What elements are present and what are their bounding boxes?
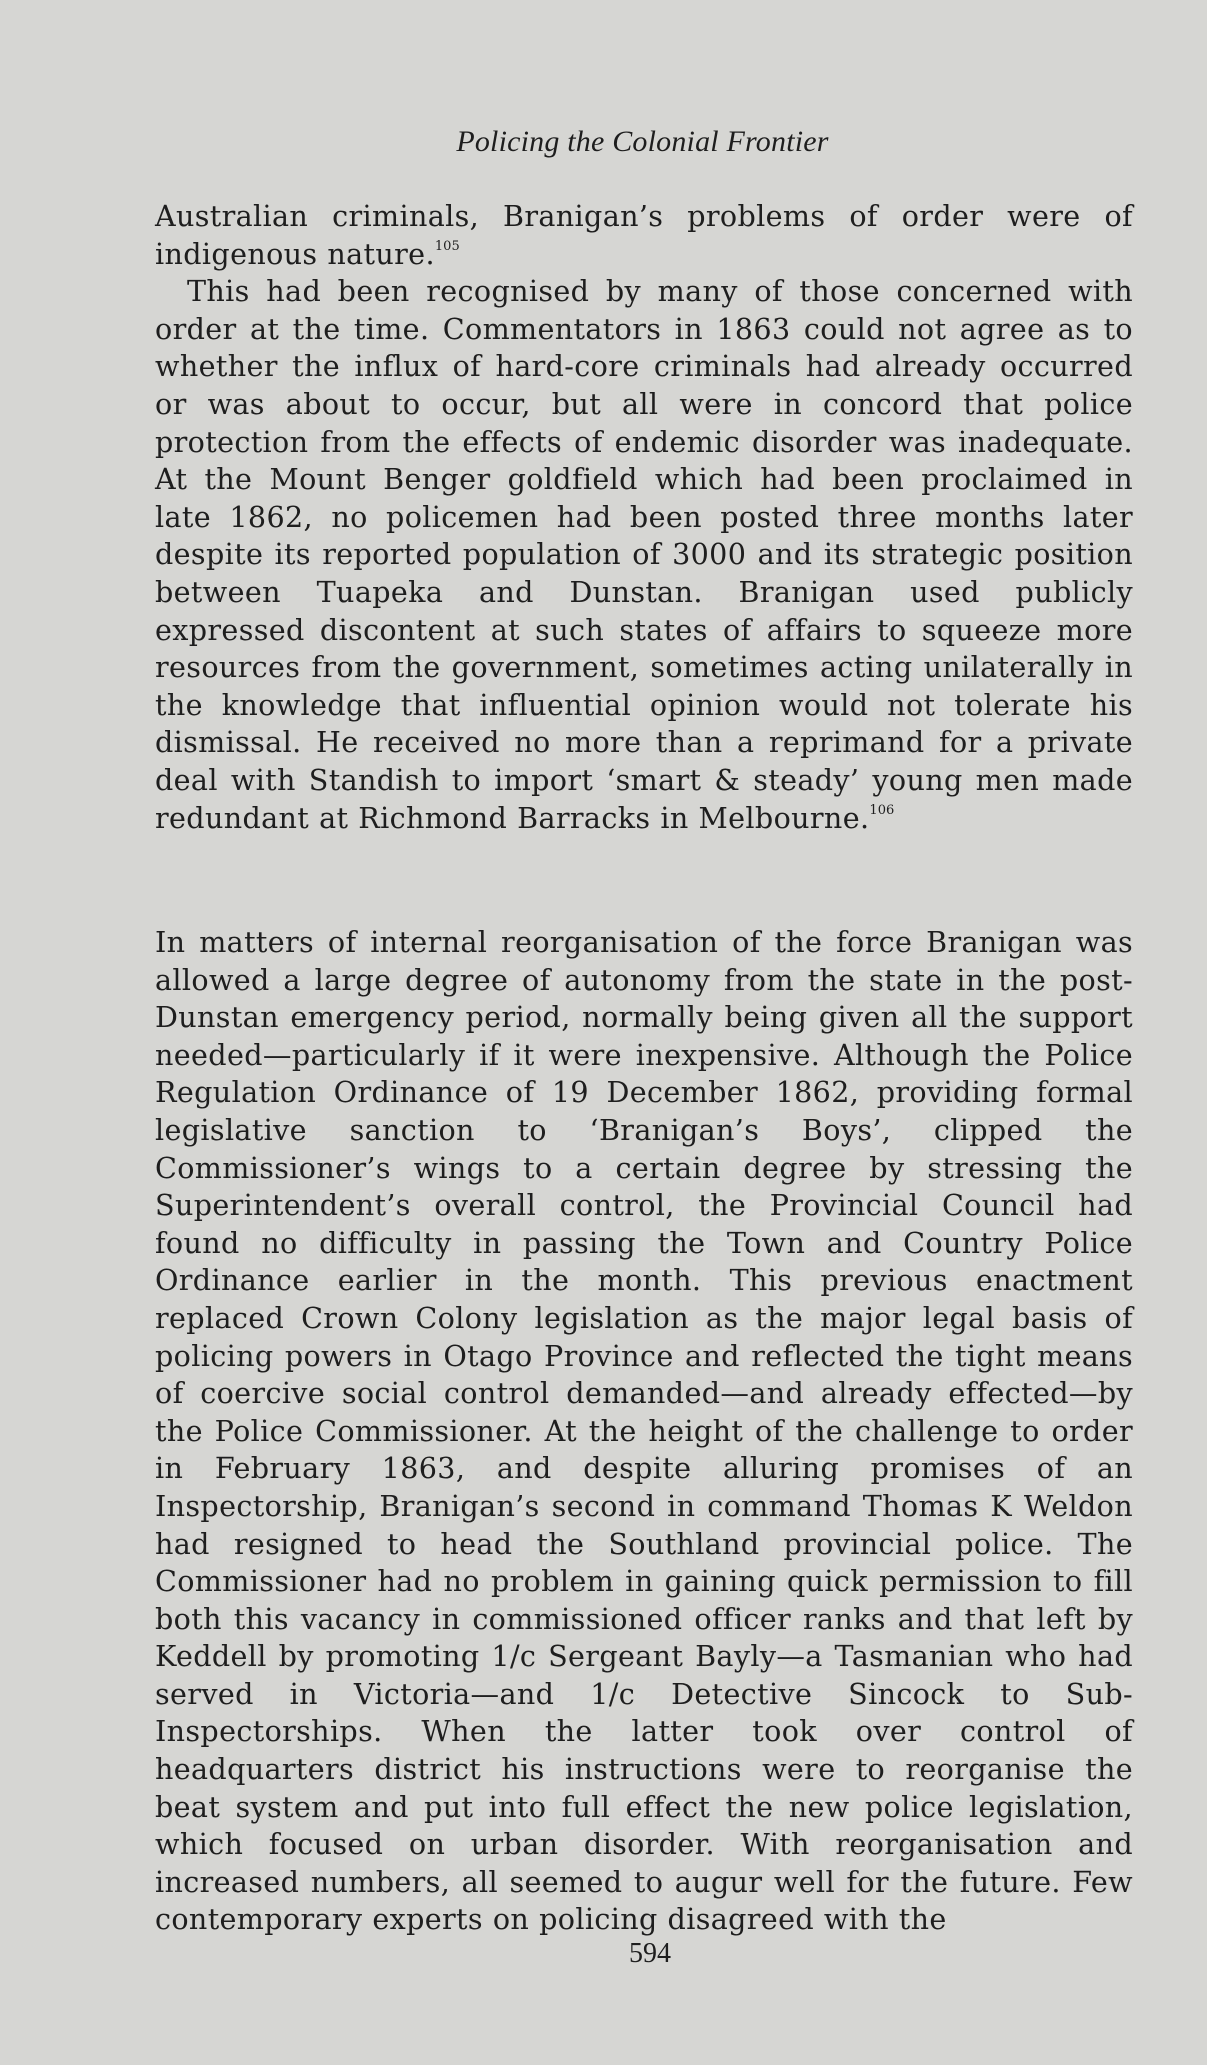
- running-head-title: Policing the Colonial Frontier: [456, 125, 829, 158]
- paragraph-text: This had been recognised by many of those concerned with order at the time. Commentators in 1863 could not agree as to whether the influx of hard-core criminals had already occurred or was about to occur, but all were in concord that police protection from the effects of endemic disorder was inadequate. At the Mount Benger goldfield which had been proclaimed in late 1862, no policemen had been posted three months later despite its reported population of 3000 and its strategic position between Tuapeka and Dunstan. Branigan used publicly expressed discontent at such states of affairs to squeeze more resources from the government, sometimes acting unilaterally in the knowledge that influential opinion would not tolerate his dismissal. He received no more than a reprimand for a private deal with Standish to import ‘smart & steady’ young men made redundant at Richmond Barracks in Melbourne.: [155, 274, 1133, 835]
- text-block-bottom: [155, 924, 1133, 1939]
- page-number: 594: [629, 1938, 671, 1969]
- paragraph-text: In matters of internal reorganisation of the force Branigan was allowed a large degree of autonomy from the state in the post-Dunstan emergency period, normally being given all the support needed—particularly if it were inexpensive. Although the Police Regulation Ordinance of 19 December 1862, providing formal legislative sanction to ‘Branigan’s Boys’, clipped the Commissioner’s wings to a certain degree by stressing the Superintendent’s overall control, the Provincial Council had found no difficulty in passing the Town and Country Police Ordinance earlier in the month. This previous enactment replaced Crown Colony legislation as the major legal basis of policing powers in Otago Province and reflected the tight means of coercive social control demanded—and already effected—by the Police Commissioner. At the height of the challenge to order in February 1863, and despite alluring promises of an Inspectorship, Branigan’s second in command Thomas K Weldon had resigned to head the Southland provincial police. The Commissioner had no problem in gaining quick permission to fill both this vacancy in commissioned officer ranks and that left by Keddell by promoting 1/c Sergeant Bayly—a Tasmanian who had served in Victoria—and 1/c Detective Sincock to Sub-Inspectorships. When the latter took over control of headquarters district his instructions were to reorganise the beat system and put into full effect the new police legislation, which focused on urban disorder. With reorganisation and increased numbers, all seemed to augur well for the future. Few contemporary experts on policing disagreed with the: [155, 925, 1133, 1937]
- footnote-marker: 105: [434, 238, 460, 254]
- paragraph-text: Australian criminals, Branigan’s problems of order were of indigenous nature.: [155, 199, 1133, 271]
- paragraph: [155, 273, 1133, 837]
- paragraph: [155, 924, 1133, 1939]
- footnote-marker: 106: [869, 802, 895, 818]
- text-block-top: [155, 198, 1133, 837]
- paragraph: [155, 198, 1133, 273]
